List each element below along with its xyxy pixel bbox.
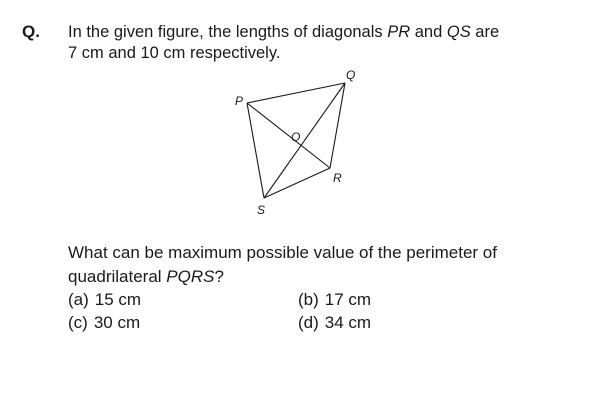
vertex-label-r: R xyxy=(333,171,342,185)
vertex-label-p: P xyxy=(235,94,244,108)
option-a-letter: (a) xyxy=(68,290,89,309)
option-d-value: 34 cm xyxy=(324,313,372,332)
option-c-value: 30 cm xyxy=(93,313,141,332)
option-d[interactable] xyxy=(298,312,371,334)
prompt-line2-a: quadrilateral xyxy=(68,267,167,286)
vertex-label-s: S xyxy=(257,203,266,217)
intro-text-1: In the given figure, the lengths of diagonals xyxy=(68,23,388,41)
intro-text-line2: 7 cm and 10 cm respectively. xyxy=(68,44,281,62)
diagonal-pr xyxy=(247,103,330,168)
intro-text-3: are xyxy=(470,23,500,41)
option-b-letter: (b) xyxy=(298,290,319,309)
option-c-letter: (c) xyxy=(68,313,88,332)
side-pq xyxy=(247,83,345,103)
option-d-letter: (d) xyxy=(298,313,319,332)
side-sp xyxy=(247,103,264,198)
quadrilateral-name: PQRS xyxy=(166,267,215,286)
option-a-value: 15 cm xyxy=(94,290,142,309)
option-c[interactable] xyxy=(68,312,140,334)
prompt-line1: What can be maximum possible value of the perimeter of xyxy=(68,243,497,262)
question-number: Q. xyxy=(22,22,40,41)
side-qr xyxy=(330,83,345,168)
intro-text-2: and xyxy=(410,23,447,41)
option-b-value: 17 cm xyxy=(324,290,372,309)
diagonal-qs-label: QS xyxy=(446,23,471,41)
vertex-label-q: Q xyxy=(346,68,356,82)
option-b[interactable] xyxy=(298,289,371,311)
option-a[interactable] xyxy=(68,289,141,311)
question-prompt xyxy=(68,241,588,289)
center-label-o: O xyxy=(291,130,301,144)
prompt-line2-c: ? xyxy=(214,267,224,286)
diagonal-pr-label: PR xyxy=(387,23,411,41)
